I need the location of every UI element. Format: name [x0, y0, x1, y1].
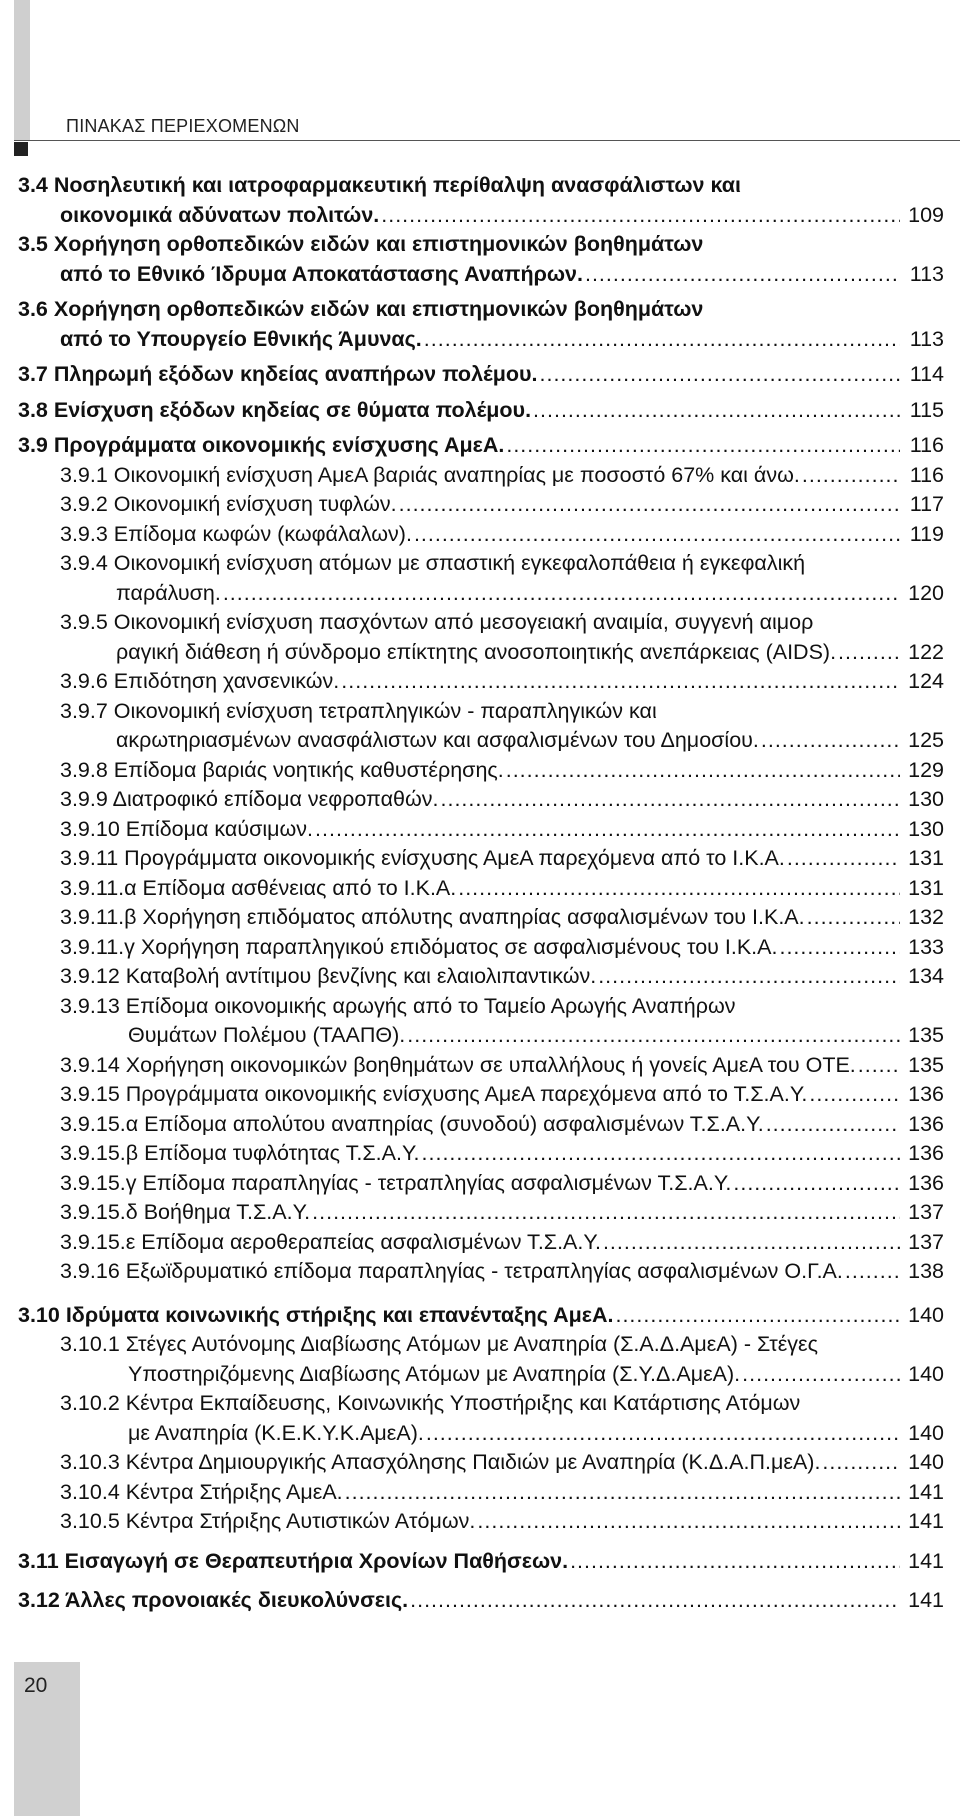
- dot-leader: [858, 1051, 900, 1081]
- toc-entry-text: 3.9.11.γ Χορήγηση παραπληγικού επιδόματος σε ασφαλισμένους του Ι.Κ.Α.: [60, 934, 778, 959]
- toc-entry-last-line: [18, 431, 944, 461]
- toc-entry-last-line: [60, 1257, 944, 1287]
- toc-entry-page: 122: [908, 639, 944, 664]
- toc-entry-page: 141: [908, 1509, 944, 1533]
- toc-entry-text: 3.9.1 Οικονομική ενίσχυση ΑμεΑ βαριάς αναπηρίας με ποσοστό 67% και άνω.: [60, 462, 800, 487]
- toc-entry-text: 3.9.12 Καταβολή αντίτιμου βενζίνης και ελαιολιπαντικών.: [60, 964, 597, 988]
- toc-entry-last-line: [60, 726, 944, 756]
- toc-entry-text: 3.8 Ενίσχυση εξόδων κηδείας σε θύματα πολέμου.: [18, 397, 532, 422]
- toc-entry-page: 136: [908, 1141, 944, 1165]
- dot-leader: [381, 201, 900, 231]
- dot-leader: [410, 1586, 900, 1616]
- toc-entry-last-line: [18, 201, 944, 231]
- toc-entry-text: 3.9.4 Οικονομική ενίσχυση ατόμων με σπαστική εγκεφαλοπάθεια ή εγκεφαλική: [60, 551, 806, 575]
- dot-leader: [845, 1257, 900, 1287]
- toc-entry-page: 114: [909, 362, 944, 386]
- toc-entry-page: 141: [908, 1479, 944, 1504]
- toc-entry-last-line: [60, 903, 944, 933]
- dot-leader: [345, 1478, 900, 1508]
- toc-entry-page: 140: [908, 1361, 944, 1386]
- toc-entry-page: 113: [909, 326, 944, 351]
- toc-entry-last-line: [60, 520, 944, 550]
- dot-leader: [598, 962, 900, 992]
- toc-entry-page: 140: [908, 1420, 944, 1445]
- dot-leader: [441, 785, 901, 815]
- dot-leader: [540, 360, 901, 390]
- toc-entry-page: 133: [908, 934, 944, 959]
- toc-entry-text: οικονομικά αδύνατων πολιτών.: [60, 202, 380, 227]
- toc-entry: [60, 815, 944, 845]
- dot-leader: [414, 520, 900, 550]
- toc-entry: [60, 1228, 944, 1258]
- dot-leader: [761, 726, 900, 756]
- toc-entry: [60, 1080, 944, 1110]
- toc-entry-text: 3.9.15.γ Επίδομα παραπληγίας - τετραπληγίας ασφαλισμένων Τ.Σ.Α.Υ.: [60, 1170, 732, 1195]
- toc-entry: [60, 1330, 944, 1389]
- toc-entry-page: 130: [908, 816, 944, 841]
- toc-entry: [60, 1110, 944, 1140]
- toc-entry-line: [18, 230, 944, 260]
- toc-entry: [60, 1448, 944, 1478]
- toc-entry-text: 3.9 Προγράμματα οικονομικής ενίσχυσης ΑμεΑ.: [18, 433, 505, 457]
- toc-entry-page: 130: [908, 787, 944, 811]
- toc-entry-text: 3.9.2 Οικονομική ενίσχυση τυφλών.: [60, 492, 397, 516]
- toc-entry-text: από το Υπουργείο Εθνικής Άμυνας.: [60, 326, 422, 351]
- toc-entry-text: 3.10.5 Κέντρα Στήριξης Αυτιστικών Ατόμων.: [60, 1509, 476, 1533]
- toc-entry-last-line: [60, 1169, 944, 1199]
- top-margin-bar: [14, 0, 30, 140]
- toc-entry: [60, 785, 944, 815]
- toc-entry-text: 3.10.2 Κέντρα Εκπαίδευσης, Κοινωνικής Υποστήριξης και Κατάρτισης Ατόμων: [60, 1391, 801, 1415]
- toc-entry-text: 3.7 Πληρωμή εξόδων κηδείας αναπήρων πολέμου.: [18, 362, 538, 386]
- toc-entry-last-line: [60, 1051, 944, 1081]
- toc-entry: [60, 933, 944, 963]
- toc-entry: [18, 396, 944, 426]
- toc-entry: [60, 490, 944, 520]
- toc-entry-text: 3.9.15.α Επίδομα απολύτου αναπηρίας (συνοδού) ασφαλισμένων Τ.Σ.Α.Υ.: [60, 1111, 764, 1136]
- toc-entry-page: 137: [908, 1200, 944, 1224]
- toc-entry-page: 119: [909, 521, 944, 546]
- toc-entry-line: [60, 1330, 944, 1360]
- toc-entry-text: 3.9.16 Εξωϊδρυματικό επίδομα παραπληγίας - τετραπληγίας ασφαλισμένων Ο.Γ.Α.: [60, 1259, 843, 1283]
- toc-entry: [18, 1301, 944, 1331]
- toc-entry-last-line: [60, 785, 944, 815]
- toc-entry-last-line: [60, 1419, 944, 1449]
- toc-entry-last-line: [60, 461, 944, 491]
- toc-entry-last-line: [18, 260, 944, 290]
- dot-leader: [733, 1169, 900, 1199]
- dot-leader: [809, 1080, 900, 1110]
- toc-entry-last-line: [18, 325, 944, 355]
- toc-entry: [60, 1198, 944, 1228]
- toc-entry: [18, 431, 944, 461]
- dot-leader: [603, 1228, 900, 1258]
- toc-entry-last-line: [60, 1228, 944, 1258]
- toc-entry-text: 3.10.1 Στέγες Αυτόνομης Διαβίωσης Ατόμων με Αναπηρία (Σ.Α.Δ.ΑμεΑ) - Στέγες: [60, 1332, 819, 1356]
- dot-leader: [807, 903, 900, 933]
- toc-entry-page: 135: [908, 1023, 944, 1047]
- toc-entry-last-line: [60, 667, 944, 697]
- toc-entry: [60, 1139, 944, 1169]
- toc-entry-last-line: [60, 579, 944, 609]
- toc-entry-last-line: [60, 1139, 944, 1169]
- toc-entry: [18, 1547, 944, 1577]
- toc-entry-last-line: [18, 1301, 944, 1331]
- toc-entry-page: 120: [908, 580, 944, 605]
- header-rule: [14, 140, 960, 141]
- toc-entry-text: 3.9.11 Προγράμματα οικονομικής ενίσχυσης ΑμεΑ παρεχόμενα από το Ι.Κ.Α.: [60, 846, 785, 870]
- toc-entry-last-line: [60, 1478, 944, 1508]
- toc-entry-text: 3.9.6 Επιδότηση χανσενικών.: [60, 669, 340, 693]
- dot-leader: [766, 1110, 900, 1140]
- toc-entry-text: Υποστηριζόμενης Διαβίωσης Ατόμων με Αναπηρία (Σ.Υ.Δ.ΑμεΑ).: [128, 1361, 741, 1386]
- toc-entry-last-line: [60, 844, 944, 874]
- toc-entry-page: 124: [908, 669, 944, 693]
- toc-entry-last-line: [18, 396, 944, 426]
- toc-entry-page: 141: [908, 1588, 944, 1612]
- toc-entry-text: 3.9.15.ε Επίδομα αεροθεραπείας ασφαλισμένων Τ.Σ.Α.Υ.: [60, 1229, 601, 1254]
- toc-entry-text: 3.9.13 Επίδομα οικονομικής αρωγής από το Ταμείο Αρωγής Αναπήρων: [60, 993, 736, 1018]
- toc-entry: [60, 1478, 944, 1508]
- dot-leader: [399, 490, 900, 520]
- toc-entry-page: 125: [908, 728, 944, 752]
- toc-entry-page: 136: [908, 1170, 944, 1195]
- page-number: 20: [24, 1674, 48, 1697]
- toc-entry-text: 3.10.4 Κέντρα Στήριξης ΑμεΑ.: [60, 1479, 343, 1504]
- dot-leader: [223, 579, 900, 609]
- toc-entry: [60, 756, 944, 786]
- toc-entry-text: 3.12 Άλλες προνοιακές διευκολύνσεις.: [18, 1588, 409, 1612]
- toc-entry-page: 116: [909, 462, 944, 487]
- toc-entry: [60, 1507, 944, 1537]
- toc-entry-text: 3.9.7 Οικονομική ενίσχυση τετραπληγικών - παραπληγικών και: [60, 698, 657, 723]
- toc-entry: [18, 171, 944, 230]
- toc-entry: [60, 962, 944, 992]
- toc-entry-last-line: [60, 638, 944, 668]
- toc-entry-last-line: [60, 1110, 944, 1140]
- toc-entry-page: 137: [908, 1229, 944, 1254]
- toc-entry-line: [60, 549, 944, 579]
- toc-entry-last-line: [60, 1198, 944, 1228]
- toc-entry-text: 3.9.10 Επίδομα καύσιμων.: [60, 816, 314, 841]
- dot-leader: [533, 396, 900, 426]
- toc-entry-last-line: [60, 756, 944, 786]
- toc-entry-last-line: [60, 874, 944, 904]
- toc-entry-text: παράλυση.: [116, 580, 221, 605]
- toc-entry-line: [60, 992, 944, 1022]
- toc-entry: [60, 667, 944, 697]
- toc-entry-text: 3.11 Εισαγωγή σε Θεραπευτήρια Χρονίων Παθήσεων.: [18, 1548, 569, 1573]
- toc-entry-line: [60, 1389, 944, 1419]
- toc-entry-text: με Αναπηρία (Κ.Ε.Κ.Υ.Κ.ΑμεΑ).: [128, 1420, 424, 1445]
- dot-leader: [838, 638, 900, 668]
- dot-leader: [615, 1301, 900, 1331]
- toc-entry-text: 3.9.15 Προγράμματα οικονομικής ενίσχυσης ΑμεΑ παρεχόμενα από το Τ.Σ.Α.Υ.: [60, 1082, 808, 1106]
- dot-leader: [424, 325, 900, 355]
- toc-entry-page: 135: [908, 1052, 944, 1077]
- toc-entry: [60, 549, 944, 608]
- toc-entry-text: 3.5 Χορήγηση ορθοπεδικών ειδών και επιστημονικών βοηθημάτων: [18, 232, 704, 256]
- toc-entry-line: [18, 171, 944, 201]
- toc-entry-line: [18, 295, 944, 325]
- toc-entry-last-line: [60, 1021, 944, 1051]
- toc-entry-page: 136: [908, 1111, 944, 1136]
- toc-entry: [60, 1257, 944, 1287]
- dot-leader: [742, 1360, 900, 1390]
- toc-entry-page: 134: [908, 964, 944, 988]
- dot-leader: [570, 1547, 900, 1577]
- toc-entry: [18, 1586, 944, 1616]
- header-square-marker: [14, 142, 28, 156]
- dot-leader: [787, 844, 900, 874]
- dot-leader: [779, 933, 900, 963]
- toc-entry-text: 3.9.14 Χορήγηση οικονομικών βοηθημάτων σε υπαλλήλους ή γονείς ΑμεΑ του ΟΤΕ.: [60, 1052, 856, 1077]
- toc-entry-text: 3.9.3 Επίδομα κωφών (κωφάλαλων).: [60, 521, 412, 546]
- toc-entry-text: ακρωτηριασμένων ανασφάλιστων και ασφαλισμένων του Δημοσίου.: [116, 728, 759, 752]
- dot-leader: [585, 260, 900, 290]
- toc-entry-line: [60, 697, 944, 727]
- toc-entry-last-line: [18, 1586, 944, 1616]
- toc-entry-page: 138: [908, 1259, 944, 1283]
- toc-entry: [60, 903, 944, 933]
- toc-entry: [60, 1389, 944, 1448]
- toc-entry: [60, 874, 944, 904]
- toc-entry: [60, 1169, 944, 1199]
- toc-entry-text: Θυμάτων Πολέμου (ΤΑΑΠΘ).: [128, 1023, 406, 1047]
- toc-entry: [60, 461, 944, 491]
- toc-entry-page: 116: [909, 433, 944, 457]
- toc-entry-page: 136: [908, 1082, 944, 1106]
- toc-entry-text: 3.9.15.β Επίδομα τυφλότητας Τ.Σ.Α.Υ.: [60, 1141, 420, 1165]
- toc-entry-text: 3.4 Νοσηλευτική και ιατροφαρμακευτική περίθαλψη ανασφάλιστων και: [18, 173, 741, 197]
- toc-entry-last-line: [60, 490, 944, 520]
- toc-entry-last-line: [60, 933, 944, 963]
- toc-entry-text: 3.10 Ιδρύματα κοινωνικής στήριξης και επανένταξης ΑμεΑ.: [18, 1302, 614, 1327]
- toc-entry: [60, 608, 944, 667]
- toc-entry-text: 3.6 Χορήγηση ορθοπεδικών ειδών και επιστημονικών βοηθημάτων: [18, 297, 704, 321]
- running-head: ΠΙΝΑΚΑΣ ΠΕΡΙΕΧΟΜΕΝΩΝ: [66, 116, 300, 136]
- toc-entry-last-line: [60, 1360, 944, 1390]
- dot-leader: [802, 461, 900, 491]
- toc-entry-last-line: [18, 1547, 944, 1577]
- toc-entry-page: 131: [908, 875, 944, 900]
- dot-leader: [506, 431, 900, 461]
- toc-entry-last-line: [60, 1507, 944, 1537]
- toc-entry-page: 132: [908, 905, 944, 929]
- toc-entry-text: ραγική διάθεση ή σύνδρομο επίκτητης ανοσοποιητικής ανεπάρκειας (AIDS).: [116, 639, 837, 664]
- dot-leader: [477, 1507, 900, 1537]
- toc-entry-last-line: [60, 1080, 944, 1110]
- dot-leader: [426, 1419, 900, 1449]
- toc-entry-text: 3.9.15.δ Βοήθημα Τ.Σ.Α.Υ.: [60, 1200, 311, 1224]
- toc-entry-text: 3.9.11.α Επίδομα ασθένειας από το Ι.Κ.Α.: [60, 875, 457, 900]
- dot-leader: [315, 815, 900, 845]
- toc-entry-last-line: [60, 962, 944, 992]
- toc-entry-page: 113: [909, 261, 944, 286]
- toc-entry: [18, 360, 944, 390]
- toc-entry: [18, 295, 944, 354]
- toc-entry-line: [60, 608, 944, 638]
- dot-leader: [822, 1448, 900, 1478]
- toc-entry-page: 117: [909, 492, 944, 516]
- table-of-contents: [18, 171, 944, 1616]
- toc-entry: [60, 844, 944, 874]
- toc-entry-text: 3.9.8 Επίδομα βαριάς νοητικής καθυστέρησης.: [60, 757, 504, 782]
- toc-entry-page: 131: [908, 846, 944, 870]
- toc-entry: [60, 1051, 944, 1081]
- toc-entry-last-line: [60, 815, 944, 845]
- toc-entry: [18, 230, 944, 289]
- toc-entry-page: 140: [908, 1302, 944, 1327]
- dot-leader: [458, 874, 900, 904]
- toc-entry-text: 3.9.11.β Χορήγηση επιδόματος απόλυτης αναπηρίας ασφαλισμένων του Ι.Κ.Α.: [60, 905, 805, 929]
- toc-entry: [60, 697, 944, 756]
- dot-leader: [407, 1021, 900, 1051]
- dot-leader: [506, 756, 900, 786]
- toc-entry-text: 3.9.5 Οικονομική ενίσχυση πασχόντων από μεσογειακή αναιμία, συγγενή αιμορ: [60, 610, 814, 634]
- dot-leader: [422, 1139, 900, 1169]
- toc-entry-page: 140: [908, 1450, 944, 1474]
- toc-entry-page: 109: [908, 202, 944, 227]
- toc-entry: [60, 992, 944, 1051]
- toc-entry-page: 129: [908, 757, 944, 782]
- toc-entry: [60, 520, 944, 550]
- toc-entry-text: 3.9.9 Διατροφικό επίδομα νεφροπαθών.: [60, 787, 439, 811]
- dot-leader: [341, 667, 900, 697]
- toc-entry-page: 141: [908, 1548, 944, 1573]
- dot-leader: [312, 1198, 900, 1228]
- toc-entry-text: από το Εθνικό Ίδρυμα Αποκατάστασης Αναπήρων.: [60, 261, 583, 286]
- toc-entry-page: 115: [909, 397, 944, 422]
- toc-entry-text: 3.10.3 Κέντρα Δημιουργικής Απασχόλησης Παιδιών με Αναπηρία (Κ.Δ.Α.Π.μεΑ).: [60, 1450, 821, 1474]
- toc-entry-last-line: [18, 360, 944, 390]
- toc-entry-last-line: [60, 1448, 944, 1478]
